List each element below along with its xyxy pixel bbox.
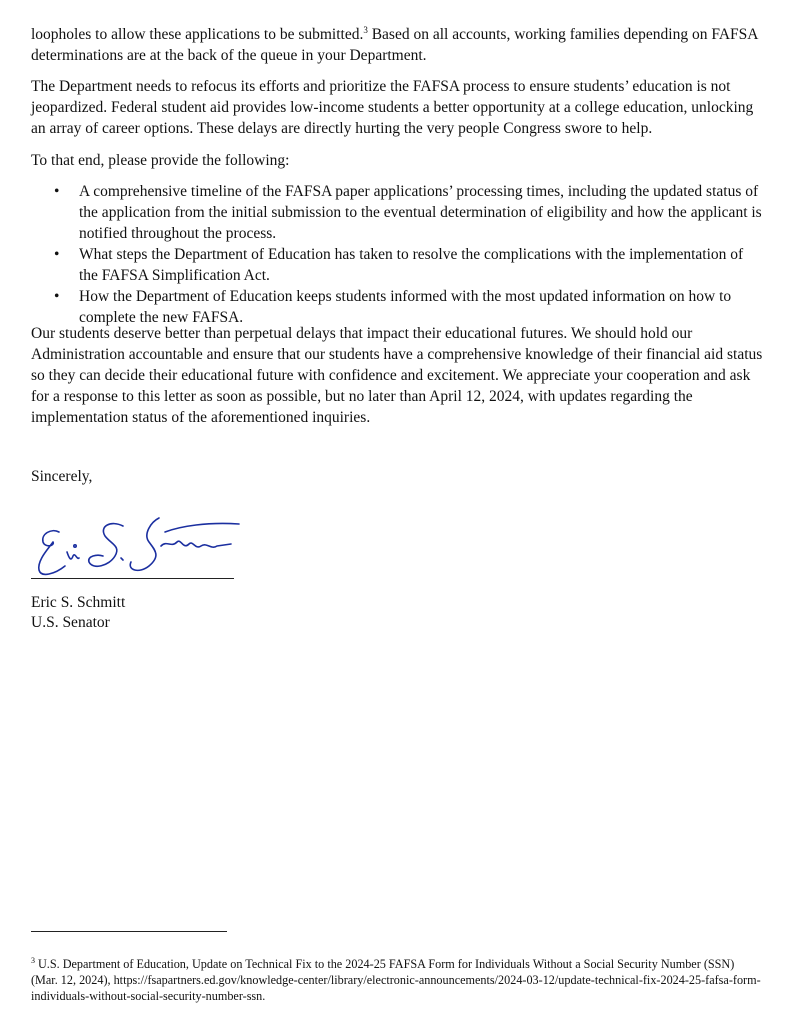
bullet-icon: • bbox=[54, 183, 60, 200]
sign-off: Sincerely, bbox=[31, 468, 93, 485]
paragraph-request: To that end, please provide the following: bbox=[31, 152, 290, 169]
footnote-number: 3 bbox=[31, 955, 35, 965]
list-item bbox=[31, 181, 763, 244]
list-item-text: What steps the Department of Education has taken to resolve the complications with the implementation of the FAFSA Simplification Act. bbox=[79, 246, 744, 284]
paragraph-intro bbox=[31, 24, 763, 66]
paragraph-refocus: The Department needs to refocus its efforts and prioritize the FAFSA process to ensure students’ education is not jeopardized. Federal student aid provides low-income students a better opportunity at a college education, unlocking an array of career options. These delays are directly hurting the very people Congress swore to help. bbox=[31, 78, 754, 137]
signature bbox=[31, 512, 241, 586]
bullet-icon: • bbox=[54, 288, 60, 305]
intro-text-rest: Based on all accounts, working families depending on FAFSA determinations are at the back of the queue in your Department. bbox=[31, 26, 758, 64]
request-list bbox=[31, 181, 763, 328]
footnote-reference: 3 bbox=[363, 24, 368, 35]
footnote bbox=[31, 956, 763, 1004]
signer-title: U.S. Senator bbox=[31, 614, 110, 631]
signer-name: Eric S. Schmitt bbox=[31, 594, 126, 611]
footnote-text: U.S. Department of Education, Update on Technical Fix to the 2024-25 FAFSA Form for Individuals Without a Social Security Number (SSN) (Mar. 12, 2024), https://fsapartners.ed.gov/knowledge-center/library/electronic-announcements/2024-03-12/update-technical-fix-2024-25-fafsa-form-individuals-without-social-security-number-ssn. bbox=[31, 957, 761, 1003]
list-item-text: How the Department of Education keeps students informed with the most updated information on how to complete the new FAFSA. bbox=[79, 288, 732, 326]
list-item bbox=[31, 244, 763, 286]
signature-image bbox=[31, 512, 241, 586]
signature-line bbox=[31, 578, 234, 579]
intro-text: loopholes to allow these applications to be submitted. bbox=[31, 26, 364, 43]
footnote-divider bbox=[31, 931, 227, 932]
bullet-icon: • bbox=[54, 246, 60, 263]
list-item-text: A comprehensive timeline of the FAFSA paper applications’ processing times, including the updated status of the application from the initial submission to the eventual determination of eligibility and how the applicant is notified throughout the process. bbox=[79, 183, 762, 242]
list-item bbox=[31, 286, 763, 328]
paragraph-closing: Our students deserve better than perpetual delays that impact their educational futures. We should hold our Administration accountable and ensure that our students have a comprehensive knowledge of their financial aid status so they can decide their educational future with confidence and excitement. We appreciate your cooperation and ask for a response to this letter as soon as possible, but no later than April 12, 2024, with updates regarding the implementation status of the aforementioned inquiries. bbox=[31, 325, 763, 426]
